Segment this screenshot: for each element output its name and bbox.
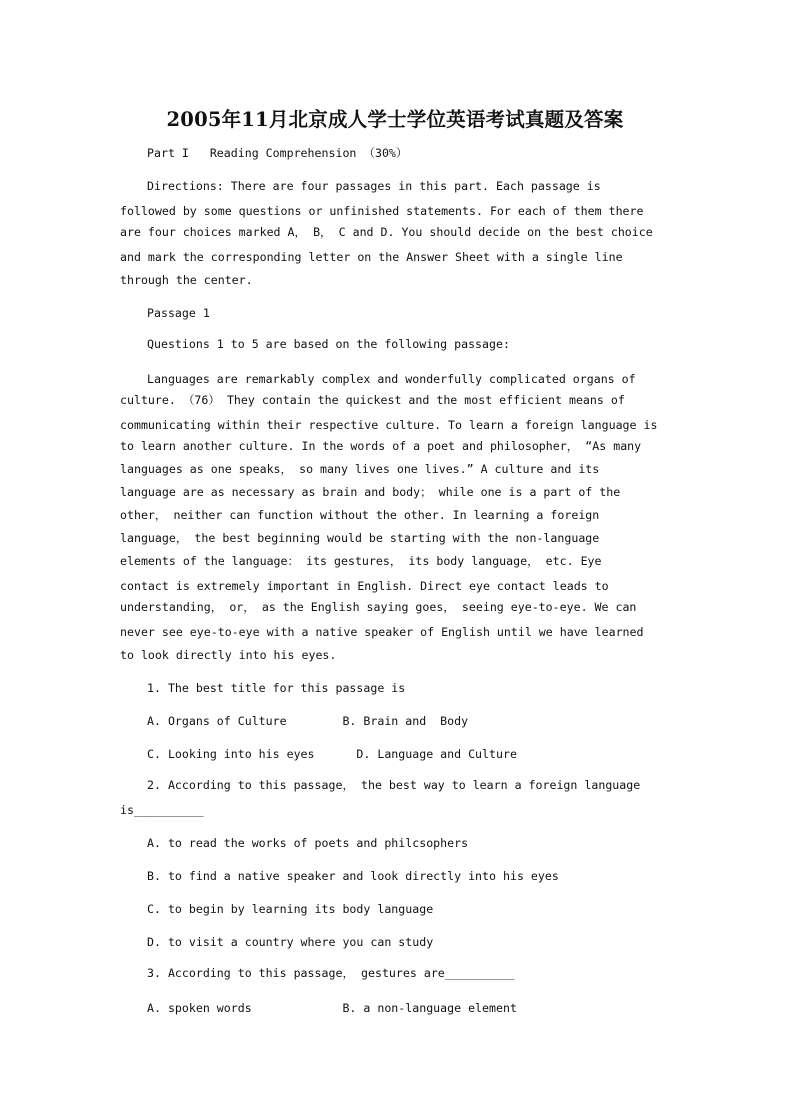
question-2-stem: is__________	[120, 803, 204, 817]
question-3-stem: 3. According to this passage， gestures are__________	[147, 966, 515, 980]
question-2-option-b: B. to find a native speaker and look directly into his eyes	[147, 869, 559, 883]
part-heading: Part I Reading Comprehension （30%）	[147, 146, 408, 160]
question-2-option-c: C. to begin by learning its body language	[147, 902, 434, 916]
question-2-stem: 2. According to this passage， the best way to learn a foreign language	[147, 778, 641, 792]
directions-line: and mark the corresponding letter on the Answer Sheet with a single line	[120, 250, 623, 264]
passage-line: to learn another culture. In the words of a poet and philosopher， “As many	[120, 439, 642, 453]
passage-line: other， neither can function without the other. In learning a foreign	[120, 508, 600, 522]
passage-line: Languages are remarkably complex and wonderfully complicated organs of	[147, 372, 636, 386]
question-3-options: A. spoken words B. a non-language element	[147, 1001, 517, 1015]
question-2-option-a: A. to read the works of poets and philcsophers	[147, 836, 469, 850]
passage-line: languages as one speaks， so many lives one lives.” A culture and its	[120, 462, 600, 476]
passage-line: elements of the language： its gestures， its body language， etc. Eye	[120, 554, 602, 568]
question-1-options: A. Organs of Culture B. Brain and Body	[147, 714, 469, 728]
passage-line: contact is extremely important in English. Direct eye contact leads to	[120, 579, 609, 593]
directions-line: through the center.	[120, 273, 253, 287]
directions-line: are four choices marked A， B， C and D. You should decide on the best choice	[120, 225, 653, 239]
question-1-options: C. Looking into his eyes D. Language and Culture	[147, 747, 517, 761]
passage-line: language are as necessary as brain and body； while one is a part of the	[120, 485, 621, 499]
question-2-option-d: D. to visit a country where you can study	[147, 935, 434, 949]
directions-line: followed by some questions or unfinished statements. For each of them there	[120, 204, 644, 218]
document-title: 2005年11月北京成人学士学位英语考试真题及答案	[166, 108, 624, 131]
passage-line: culture. （76） They contain the quickest and the most efficient means of	[120, 393, 625, 407]
question-1-stem: 1. The best title for this passage is	[147, 681, 406, 695]
directions-line: Directions: There are four passages in this part. Each passage is	[147, 179, 601, 193]
passage-line: communicating within their respective culture. To learn a foreign language is	[120, 418, 658, 432]
passage-line: to look directly into his eyes.	[120, 648, 337, 662]
passage-line: never see eye-to-eye with a native speaker of English until we have learned	[120, 625, 644, 639]
questions-intro: Questions 1 to 5 are based on the following passage:	[147, 337, 510, 351]
passage-label: Passage 1	[147, 306, 210, 320]
passage-line: understanding， or， as the English saying goes， seeing eye-to-eye. We can	[120, 600, 637, 614]
passage-line: language， the best beginning would be starting with the non-language	[120, 531, 600, 545]
